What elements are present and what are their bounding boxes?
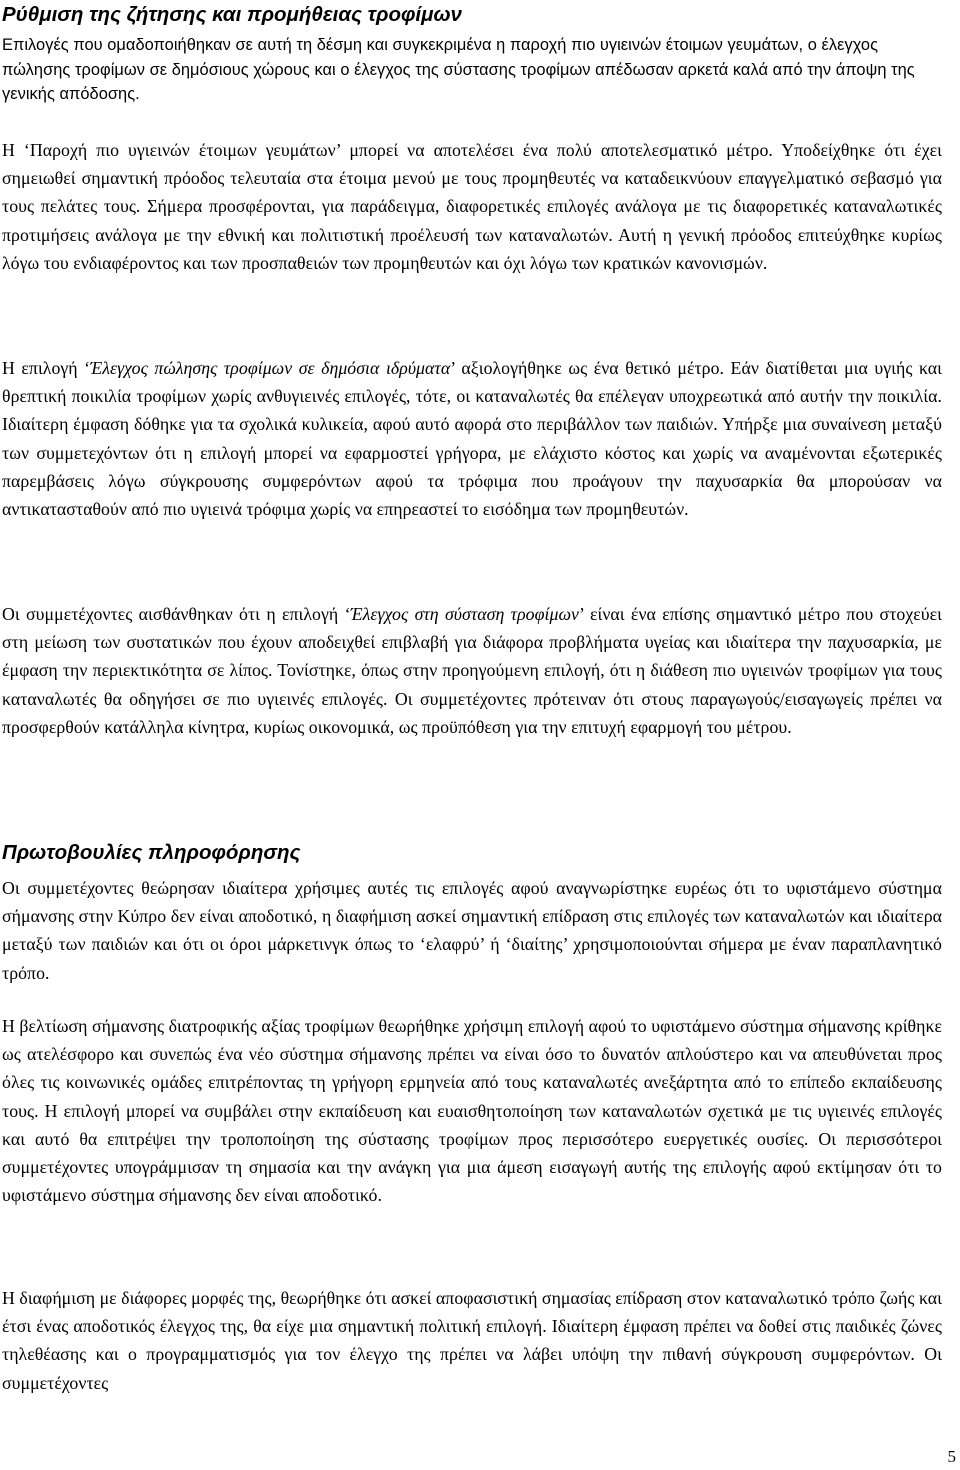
section-title-information-initiatives: Πρωτοβουλίες πληροφόρησης (2, 841, 301, 864)
page-number: 5 (947, 1447, 956, 1466)
paragraph-intro: Επιλογές που ομαδοποιήθηκαν σε αυτή τη δέσμη και συγκεκριμένα η παροχή πιο υγιεινών έτοιμων γευμάτων, ο έλεγχος πώλησης τροφίμων σε δημόσιους χώρους και ο έλεγχος της σύστασης τροφίμων απέδωσαν αρκετά καλά από την άποψη της γενικής απόδοσης. (2, 36, 915, 104)
paragraph-text: Οι συμμετέχοντες αισθάνθηκαν ότι η επιλογή ‘ (2, 604, 351, 624)
paragraph-text: Η επιλογή ‘ (2, 358, 91, 378)
paragraph-healthier-meals: Η ‘Παροχή πιο υγιεινών έτοιμων γευμάτων’ μπορεί να αποτελέσει ένα πολύ αποτελεσματικό μέτρο. Υποδείχθηκε ότι έχει σημειωθεί σημαντική πρόοδος τελευταία στα έτοιμα μενού με τους προμηθευτές να καταδεικνύουν επαγγελματικό σεβασμό για τους πελάτες τους. Σήμερα προσφέρονται, για παράδειγμα, διαφορετικές επιλογές ανάλογα με τις διαφορετικές καταναλωτικές προτιμήσεις ανάλογα με την εθνική και πολιτιστική προέλευσή των καταναλωτών. Αυτή η γενική πρόοδος επιτεύχθηκε κυρίως λόγω του ενδιαφέροντος και των προσπαθειών των προμηθευτών και όχι λόγω των κρατικών κανονισμών. (2, 140, 942, 273)
paragraph-public-institutions (2, 354, 942, 523)
option-name-emphasis: Έλεγχος στη σύσταση τροφίμων (350, 604, 579, 624)
paragraph-labelling: Η βελτίωση σήμανσης διατροφικής αξίας τροφίμων θεωρήθηκε χρήσιμη επιλογή αφού το υφιστάμενο σύστημα σήμανσης κρίθηκε ως ατελέσφορο και συνεπώς ένα νέο σύστημα σήμανσης πρέπει να είναι όσο το δυνατόν απλούστερο και να απευθύνεται προς όλες τις κοινωνικές ομάδες επιτρέποντας τη γρήγορη ερμηνεία από τους καταναλωτές ανεξάρτητα από το επίπεδο εκπαίδευσης τους. Η επιλογή μπορεί να συμβάλει στην εκπαίδευση και ευαισθητοποίηση των καταναλωτών σχετικά με τις υγιεινές επιλογές και αυτό θα επιτρέψει την τροποποίηση της σύστασης τροφίμων προς περισσότερο ευεργετικές ουσίες. Οι περισσότεροι συμμετέχοντες υπογράμμισαν τη σημασία και την ανάγκη για μια άμεση εισαγωγή αυτής της επιλογής αφού εκτίμησαν ότι το υφιστάμενο σύστημα σήμανσης δεν είναι αποδοτικό. (2, 1016, 942, 1206)
option-name-emphasis: Έλεγχος πώλησης τροφίμων σε δημόσια ιδρύματα (90, 358, 451, 378)
paragraph-text: ’ αξιολογήθηκε ως ένα θετικό μέτρο. Εάν διατίθεται μια υγιής και θρεπτική ποικιλία τροφίμων χωρίς ανθυγιεινές επιλογές, τότε, οι καταναλωτές θα επέλεγαν υποχρεωτικά από αυτήν την ποικιλία. Ιδιαίτερη έμφαση δόθηκε για τα σχολικά κυλικεία, αφού αυτό αφορά στο περιβάλλον των παιδιών. Υπήρξε μια συναίνεση μεταξύ των συμμετεχόντων ότι η επιλογή μπορεί να εφαρμοστεί γρήγορα, με ελάχιστο κόστος και χωρίς να αναμένονται εξωτερικές παρεμβάσεις λόγω σύγκρουσης συμφερόντων αφού τα τρόφιμα που προάγουν την παχυσαρκία θα μπορούσαν να αντικατασταθούν από πιο υγιεινά τρόφιμα χωρίς να επηρεαστεί το εισόδημα των προμηθευτών. (2, 358, 943, 520)
paragraph-information-usefulness: Οι συμμετέχοντες θεώρησαν ιδιαίτερα χρήσιμες αυτές τις επιλογές αφού αναγνωρίστηκε ευρέως ότι το υφιστάμενο σύστημα σήμανσης στην Κύπρο δεν είναι αποδοτικό, η διαφήμιση ασκεί σημαντική επίδραση στις επιλογές των καταναλωτών και ιδιαίτερα μεταξύ των παιδιών και ότι οι όροι μάρκετινγκ όπως το ‘ελαφρύ’ ή ‘διαίτης’ χρησιμοποιούνται σήμερα με έναν παραπλανητικό τρόπο. (2, 878, 942, 983)
paragraph-advertising: Η διαφήμιση με διάφορες μορφές της, θεωρήθηκε ότι ασκεί αποφασιστική σημασίας επίδραση στον καταναλωτικό τρόπο ζωής και έτσι ένας αποδοτικός έλεγχος της, θα είχε μια σημαντική πολιτική επιλογή. Ιδιαίτερη έμφαση πρέπει να δοθεί στις παιδικές ζώνες τηλεθέασης και ο προγραμματισμός για τον έλεγχο της πρέπει να λάβει υπόψη την πιθανή σύγκρουση συμφερόντων. Οι συμμετέχοντες (2, 1288, 943, 1393)
paragraph-text: ’ είναι ένα επίσης σημαντικό μέτρο που στοχεύει στη μείωση των συστατικών που έχουν αποδειχθεί επιβλαβή για διάφορα προβλήματα υγείας και ιδιαίτερα την παχυσαρκία, με έμφαση την περιεκτικότητα σε λίπος. Τονίστηκε, όπως στην προηγούμενη επιλογή, ότι η διάθεση πιο υγιεινών τροφίμων για τους καταναλωτές θα οδηγήσει σε πιο υγιεινές επιλογές. Οι συμμετέχοντες πρότειναν ότι στους παραγωγούς/εισαγωγείς πρέπει να προσφερθούν κατάλληλα κίνητρα, κυρίως οικονομικά, ως προϋπόθεση για την επιτυχή εφαρμογή του μέτρου. (2, 604, 942, 737)
section-title-food-demand-supply: Ρύθμιση της ζήτησης και προμήθειας τροφίμων (2, 3, 462, 26)
paragraph-food-composition (2, 600, 942, 741)
